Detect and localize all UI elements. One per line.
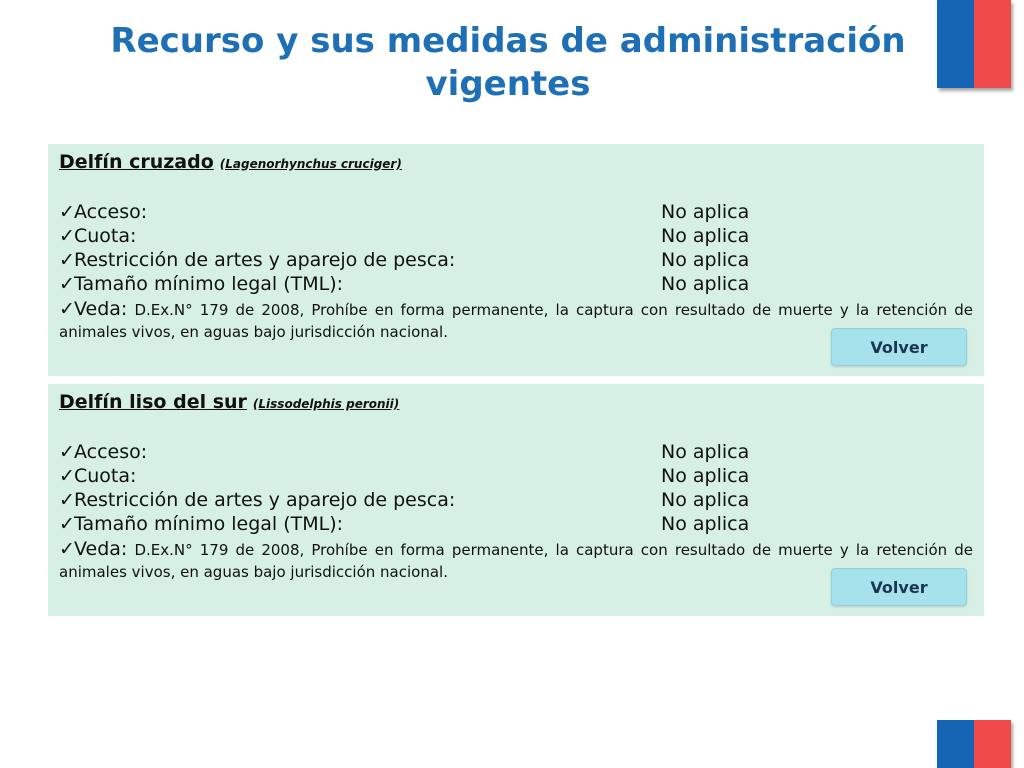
veda-label: Veda: [74, 538, 128, 560]
rule-tml [59, 272, 973, 296]
rule-value: No aplica [661, 489, 750, 511]
rule-value: No aplica [661, 249, 750, 271]
rule-value: No aplica [661, 201, 750, 223]
rule-label: Cuota: [74, 225, 137, 247]
rule-restriccion [59, 248, 973, 272]
rule-cuota [59, 464, 973, 488]
check-icon: ✓ [59, 465, 75, 487]
flag-red-stripe [974, 720, 1011, 768]
species-name: Delfín cruzado [59, 151, 214, 173]
rule-value: No aplica [661, 465, 750, 487]
check-icon: ✓ [59, 489, 75, 511]
flag-blue-stripe [937, 720, 974, 768]
flag-decoration-bottom [937, 720, 1011, 768]
rule-acceso [59, 200, 973, 224]
check-icon: ✓ [59, 201, 75, 223]
veda-text: D.Ex.N° 179 de 2008, Prohíbe en forma permanente, la captura con resultado de muerte y la retención de animales vivos, en aguas bajo jurisdicción nacional. [59, 301, 973, 341]
check-icon: ✓ [59, 225, 75, 247]
rule-acceso [59, 440, 973, 464]
species-heading [59, 390, 973, 416]
page-title: Recurso y sus medidas de administración vigentes [110, 21, 906, 104]
species-card-delfin-cruzado [48, 144, 984, 376]
rule-value: No aplica [661, 273, 750, 295]
check-icon: ✓ [59, 249, 75, 271]
flag-red-stripe [974, 0, 1011, 88]
species-card-delfin-liso-del-sur [48, 384, 984, 616]
rule-label: Acceso: [74, 201, 148, 223]
volver-button[interactable]: Volver [831, 328, 967, 366]
check-icon: ✓ [59, 273, 75, 295]
rules-list [59, 200, 973, 343]
check-icon: ✓ [59, 513, 75, 535]
species-name: Delfín liso del sur [59, 391, 247, 413]
rules-list [59, 440, 973, 583]
rule-label: Restricción de artes y aparejo de pesca: [74, 249, 456, 271]
veda-label: Veda: [74, 298, 128, 320]
rule-label: Cuota: [74, 465, 137, 487]
species-heading [59, 150, 973, 176]
rule-restriccion [59, 488, 973, 512]
rule-value: No aplica [661, 513, 750, 535]
check-icon: ✓ [59, 538, 75, 560]
veda-text: D.Ex.N° 179 de 2008, Prohíbe en forma permanente, la captura con resultado de muerte y la retención de animales vivos, en aguas bajo jurisdicción nacional. [59, 541, 973, 581]
scientific-name: (Lagenorhynchus cruciger) [219, 157, 402, 171]
rule-cuota [59, 224, 973, 248]
volver-button[interactable]: Volver [831, 568, 967, 606]
rule-label: Tamaño mínimo legal (TML): [74, 513, 344, 535]
rule-label: Tamaño mínimo legal (TML): [74, 273, 344, 295]
rule-label: Restricción de artes y aparejo de pesca: [74, 489, 456, 511]
flag-decoration-top [937, 0, 1011, 88]
rule-label: Acceso: [74, 441, 148, 463]
scientific-name: (Lissodelphis peronii) [252, 397, 400, 411]
check-icon: ✓ [59, 441, 75, 463]
rule-value: No aplica [661, 441, 750, 463]
rule-value: No aplica [661, 225, 750, 247]
rule-tml [59, 512, 973, 536]
check-icon: ✓ [59, 298, 75, 320]
